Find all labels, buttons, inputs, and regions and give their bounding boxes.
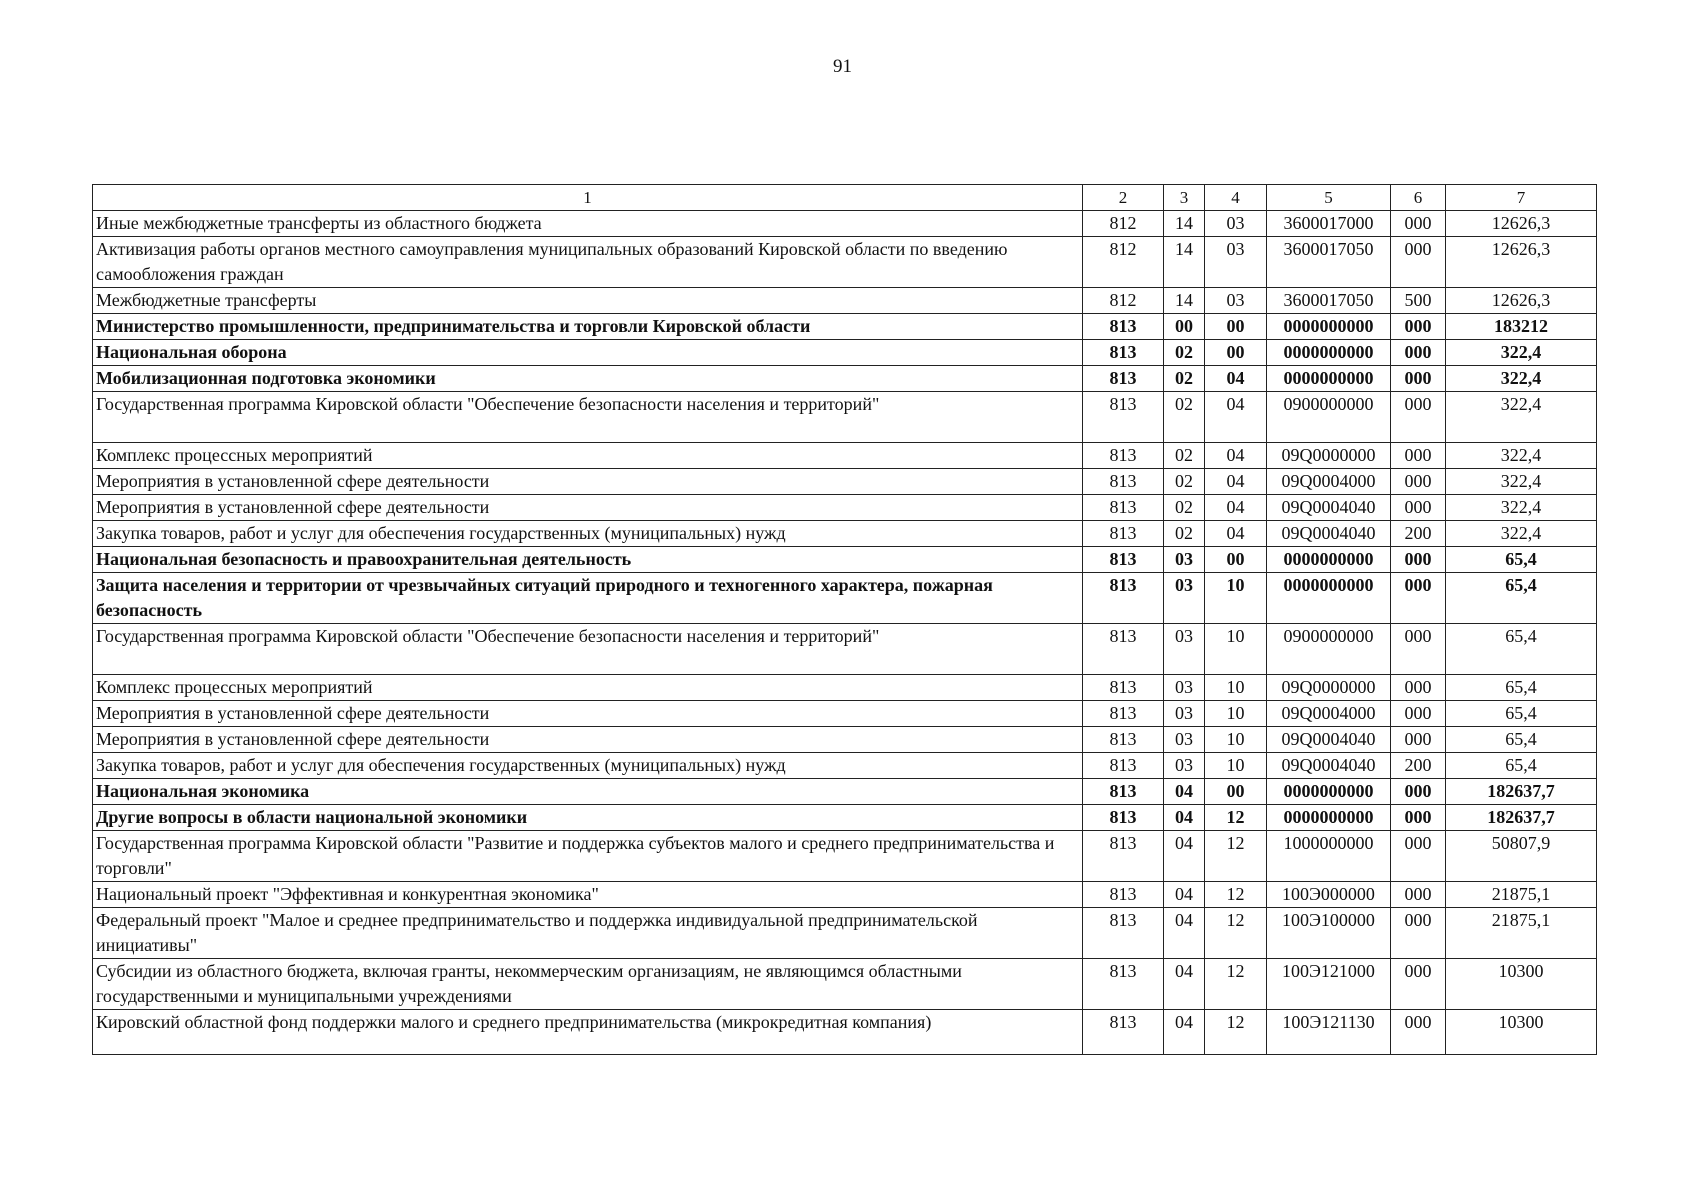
table-row: [93, 779, 1597, 805]
row-code-5-cell: 0000000000: [1267, 366, 1391, 392]
row-code-6-cell: 500: [1391, 288, 1446, 314]
row-name-cell: Мероприятия в установленной сфере деятельности: [93, 727, 1083, 753]
row-amount-cell: 10300: [1446, 959, 1597, 1010]
row-code-6-cell: 000: [1391, 547, 1446, 573]
row-amount-cell: 182637,7: [1446, 805, 1597, 831]
table-row: [93, 366, 1597, 392]
row-code-2-cell: 813: [1083, 340, 1164, 366]
row-name-cell: Мероприятия в установленной сфере деятельности: [93, 469, 1083, 495]
row-amount-cell: 183212: [1446, 314, 1597, 340]
row-code-2-cell: 813: [1083, 314, 1164, 340]
table-row: [93, 340, 1597, 366]
column-header-1: 1: [93, 185, 1083, 211]
row-code-2-cell: 813: [1083, 831, 1164, 882]
page-number: 91: [833, 56, 852, 77]
row-code-4-cell: 00: [1205, 779, 1267, 805]
row-code-5-cell: 09Q0004040: [1267, 727, 1391, 753]
row-code-5-cell: 09Q0000000: [1267, 675, 1391, 701]
row-code-5-cell: 09Q0004000: [1267, 469, 1391, 495]
table-row: [93, 831, 1597, 882]
row-code-3-cell: 02: [1164, 340, 1205, 366]
row-name-cell: Активизация работы органов местного самоуправления муниципальных образований Кировской области по введению самообложения граждан: [93, 237, 1083, 288]
row-code-4-cell: 12: [1205, 959, 1267, 1010]
table-row: [93, 237, 1597, 288]
row-code-4-cell: 10: [1205, 573, 1267, 624]
row-code-3-cell: 14: [1164, 237, 1205, 288]
row-amount-cell: 21875,1: [1446, 908, 1597, 959]
table-row: [93, 521, 1597, 547]
row-code-4-cell: 12: [1205, 831, 1267, 882]
row-code-5-cell: 0000000000: [1267, 779, 1391, 805]
row-name-cell: Государственная программа Кировской области "Обеспечение безопасности населения и территорий": [93, 392, 1083, 443]
table-row: [93, 547, 1597, 573]
row-code-2-cell: 813: [1083, 521, 1164, 547]
row-code-5-cell: 3600017050: [1267, 237, 1391, 288]
row-name-cell: Комплекс процессных мероприятий: [93, 443, 1083, 469]
row-name-cell: Национальная безопасность и правоохранительная деятельность: [93, 547, 1083, 573]
row-name-cell: Закупка товаров, работ и услуг для обеспечения государственных (муниципальных) нужд: [93, 753, 1083, 779]
table-row: [93, 908, 1597, 959]
row-amount-cell: 322,4: [1446, 340, 1597, 366]
table-row: [93, 753, 1597, 779]
row-code-2-cell: 813: [1083, 959, 1164, 1010]
table-row: [93, 701, 1597, 727]
row-code-5-cell: 3600017050: [1267, 288, 1391, 314]
row-code-5-cell: 1000000000: [1267, 831, 1391, 882]
row-code-2-cell: 812: [1083, 211, 1164, 237]
row-code-6-cell: 000: [1391, 624, 1446, 675]
row-code-6-cell: 000: [1391, 882, 1446, 908]
row-code-5-cell: 100Э100000: [1267, 908, 1391, 959]
row-code-3-cell: 04: [1164, 882, 1205, 908]
row-name-cell: Национальный проект "Эффективная и конкурентная экономика": [93, 882, 1083, 908]
row-code-6-cell: 000: [1391, 340, 1446, 366]
row-code-5-cell: 09Q0004040: [1267, 753, 1391, 779]
row-amount-cell: 12626,3: [1446, 237, 1597, 288]
row-code-4-cell: 04: [1205, 366, 1267, 392]
row-code-3-cell: 00: [1164, 314, 1205, 340]
row-code-6-cell: 000: [1391, 392, 1446, 443]
row-name-cell: Комплекс процессных мероприятий: [93, 675, 1083, 701]
row-code-3-cell: 14: [1164, 288, 1205, 314]
row-code-3-cell: 03: [1164, 701, 1205, 727]
row-code-3-cell: 02: [1164, 521, 1205, 547]
row-code-6-cell: 000: [1391, 701, 1446, 727]
row-code-6-cell: 000: [1391, 573, 1446, 624]
row-name-cell: Мероприятия в установленной сфере деятельности: [93, 701, 1083, 727]
row-code-6-cell: 000: [1391, 959, 1446, 1010]
row-name-cell: Межбюджетные трансферты: [93, 288, 1083, 314]
row-code-5-cell: 09Q0004040: [1267, 521, 1391, 547]
row-code-6-cell: 200: [1391, 521, 1446, 547]
table-row: [93, 805, 1597, 831]
row-name-cell: Мероприятия в установленной сфере деятельности: [93, 495, 1083, 521]
table-row: [93, 469, 1597, 495]
row-code-6-cell: 000: [1391, 908, 1446, 959]
table-row: [93, 288, 1597, 314]
row-code-6-cell: 000: [1391, 727, 1446, 753]
row-code-2-cell: 812: [1083, 237, 1164, 288]
table-row: [93, 1010, 1597, 1055]
row-code-3-cell: 03: [1164, 675, 1205, 701]
table-row: [93, 959, 1597, 1010]
row-name-cell: Федеральный проект "Малое и среднее предпринимательство и поддержка индивидуальной предпринимательской инициативы": [93, 908, 1083, 959]
row-code-6-cell: 000: [1391, 779, 1446, 805]
row-amount-cell: 65,4: [1446, 701, 1597, 727]
row-amount-cell: 322,4: [1446, 366, 1597, 392]
row-code-2-cell: 813: [1083, 624, 1164, 675]
row-code-2-cell: 812: [1083, 288, 1164, 314]
row-code-6-cell: 000: [1391, 469, 1446, 495]
row-amount-cell: 322,4: [1446, 392, 1597, 443]
column-header-6: 6: [1391, 185, 1446, 211]
row-code-3-cell: 14: [1164, 211, 1205, 237]
row-amount-cell: 182637,7: [1446, 779, 1597, 805]
row-code-3-cell: 03: [1164, 727, 1205, 753]
row-code-4-cell: 10: [1205, 624, 1267, 675]
table-row: [93, 392, 1597, 443]
row-amount-cell: 65,4: [1446, 573, 1597, 624]
row-code-3-cell: 04: [1164, 1010, 1205, 1055]
row-code-2-cell: 813: [1083, 882, 1164, 908]
row-code-4-cell: 12: [1205, 908, 1267, 959]
row-name-cell: Национальная оборона: [93, 340, 1083, 366]
row-code-2-cell: 813: [1083, 805, 1164, 831]
table-row: [93, 675, 1597, 701]
table-header-row: [93, 185, 1597, 211]
row-name-cell: Государственная программа Кировской области "Обеспечение безопасности населения и территорий": [93, 624, 1083, 675]
row-amount-cell: 21875,1: [1446, 882, 1597, 908]
row-amount-cell: 322,4: [1446, 469, 1597, 495]
row-code-3-cell: 03: [1164, 753, 1205, 779]
row-name-cell: Кировский областной фонд поддержки малого и среднего предпринимательства (микрокредитная компания): [93, 1010, 1083, 1055]
row-code-3-cell: 04: [1164, 805, 1205, 831]
row-code-3-cell: 04: [1164, 779, 1205, 805]
budget-table: [92, 184, 1597, 1055]
row-code-6-cell: 000: [1391, 831, 1446, 882]
row-code-2-cell: 813: [1083, 908, 1164, 959]
row-code-5-cell: 0000000000: [1267, 314, 1391, 340]
row-code-4-cell: 03: [1205, 237, 1267, 288]
row-code-6-cell: 000: [1391, 237, 1446, 288]
row-code-5-cell: 0000000000: [1267, 340, 1391, 366]
row-code-2-cell: 813: [1083, 495, 1164, 521]
column-header-7: 7: [1446, 185, 1597, 211]
row-code-6-cell: 000: [1391, 1010, 1446, 1055]
row-code-4-cell: 12: [1205, 1010, 1267, 1055]
row-code-2-cell: 813: [1083, 547, 1164, 573]
row-code-4-cell: 04: [1205, 469, 1267, 495]
row-code-5-cell: 100Э000000: [1267, 882, 1391, 908]
row-code-5-cell: 0900000000: [1267, 624, 1391, 675]
row-code-5-cell: 0000000000: [1267, 547, 1391, 573]
row-code-5-cell: 3600017000: [1267, 211, 1391, 237]
table-body: [93, 185, 1597, 1055]
row-code-6-cell: 000: [1391, 211, 1446, 237]
table-row: [93, 495, 1597, 521]
row-amount-cell: 65,4: [1446, 727, 1597, 753]
row-name-cell: Защита населения и территории от чрезвычайных ситуаций природного и техногенного характера, пожарная безопасность: [93, 573, 1083, 624]
table-row: [93, 443, 1597, 469]
row-amount-cell: 322,4: [1446, 495, 1597, 521]
row-code-6-cell: 200: [1391, 753, 1446, 779]
row-code-3-cell: 03: [1164, 573, 1205, 624]
row-code-3-cell: 04: [1164, 831, 1205, 882]
row-name-cell: Министерство промышленности, предпринимательства и торговли Кировской области: [93, 314, 1083, 340]
row-code-2-cell: 813: [1083, 573, 1164, 624]
row-code-4-cell: 03: [1205, 288, 1267, 314]
column-header-2: 2: [1083, 185, 1164, 211]
row-code-4-cell: 10: [1205, 701, 1267, 727]
column-header-4: 4: [1205, 185, 1267, 211]
row-name-cell: Мобилизационная подготовка экономики: [93, 366, 1083, 392]
row-amount-cell: 322,4: [1446, 443, 1597, 469]
row-code-2-cell: 813: [1083, 366, 1164, 392]
row-amount-cell: 50807,9: [1446, 831, 1597, 882]
row-code-2-cell: 813: [1083, 753, 1164, 779]
row-code-5-cell: 0000000000: [1267, 805, 1391, 831]
table-row: [93, 573, 1597, 624]
row-amount-cell: 65,4: [1446, 675, 1597, 701]
row-code-5-cell: 09Q0004040: [1267, 495, 1391, 521]
row-code-4-cell: 04: [1205, 443, 1267, 469]
row-amount-cell: 12626,3: [1446, 211, 1597, 237]
row-code-2-cell: 813: [1083, 392, 1164, 443]
table-row: [93, 314, 1597, 340]
row-name-cell: Закупка товаров, работ и услуг для обеспечения государственных (муниципальных) нужд: [93, 521, 1083, 547]
row-amount-cell: 322,4: [1446, 521, 1597, 547]
column-header-3: 3: [1164, 185, 1205, 211]
row-code-4-cell: 04: [1205, 495, 1267, 521]
column-header-5: 5: [1267, 185, 1391, 211]
row-code-4-cell: 12: [1205, 882, 1267, 908]
row-name-cell: Иные межбюджетные трансферты из областного бюджета: [93, 211, 1083, 237]
row-code-4-cell: 04: [1205, 392, 1267, 443]
row-amount-cell: 65,4: [1446, 547, 1597, 573]
row-code-5-cell: 100Э121130: [1267, 1010, 1391, 1055]
row-code-2-cell: 813: [1083, 1010, 1164, 1055]
row-code-4-cell: 10: [1205, 675, 1267, 701]
row-code-4-cell: 12: [1205, 805, 1267, 831]
row-code-3-cell: 02: [1164, 366, 1205, 392]
row-code-2-cell: 813: [1083, 701, 1164, 727]
row-code-4-cell: 04: [1205, 521, 1267, 547]
row-code-2-cell: 813: [1083, 727, 1164, 753]
row-code-3-cell: 03: [1164, 624, 1205, 675]
row-amount-cell: 10300: [1446, 1010, 1597, 1055]
row-code-3-cell: 02: [1164, 469, 1205, 495]
row-code-2-cell: 813: [1083, 469, 1164, 495]
row-code-3-cell: 04: [1164, 908, 1205, 959]
row-code-5-cell: 100Э121000: [1267, 959, 1391, 1010]
row-code-3-cell: 03: [1164, 547, 1205, 573]
row-code-4-cell: 00: [1205, 340, 1267, 366]
row-amount-cell: 65,4: [1446, 753, 1597, 779]
row-code-3-cell: 02: [1164, 443, 1205, 469]
table-row: [93, 211, 1597, 237]
row-code-4-cell: 10: [1205, 727, 1267, 753]
row-name-cell: Государственная программа Кировской области "Развитие и поддержка субъектов малого и среднего предпринимательства и торговли": [93, 831, 1083, 882]
table-row: [93, 882, 1597, 908]
row-code-6-cell: 000: [1391, 366, 1446, 392]
row-code-2-cell: 813: [1083, 779, 1164, 805]
row-code-3-cell: 04: [1164, 959, 1205, 1010]
row-name-cell: Субсидии из областного бюджета, включая гранты, некоммерческим организациям, не являющимся областными государственными и муниципальными учреждениями: [93, 959, 1083, 1010]
row-amount-cell: 65,4: [1446, 624, 1597, 675]
row-code-4-cell: 00: [1205, 314, 1267, 340]
table-row: [93, 624, 1597, 675]
row-code-5-cell: 0900000000: [1267, 392, 1391, 443]
row-code-4-cell: 00: [1205, 547, 1267, 573]
row-amount-cell: 12626,3: [1446, 288, 1597, 314]
row-code-6-cell: 000: [1391, 314, 1446, 340]
row-code-2-cell: 813: [1083, 675, 1164, 701]
row-code-6-cell: 000: [1391, 495, 1446, 521]
table-row: [93, 727, 1597, 753]
row-code-3-cell: 02: [1164, 392, 1205, 443]
row-code-5-cell: 09Q0000000: [1267, 443, 1391, 469]
row-code-4-cell: 10: [1205, 753, 1267, 779]
row-code-2-cell: 813: [1083, 443, 1164, 469]
row-name-cell: Другие вопросы в области национальной экономики: [93, 805, 1083, 831]
row-code-4-cell: 03: [1205, 211, 1267, 237]
row-code-6-cell: 000: [1391, 443, 1446, 469]
row-code-5-cell: 09Q0004000: [1267, 701, 1391, 727]
row-code-3-cell: 02: [1164, 495, 1205, 521]
row-code-5-cell: 0000000000: [1267, 573, 1391, 624]
row-code-6-cell: 000: [1391, 675, 1446, 701]
row-code-6-cell: 000: [1391, 805, 1446, 831]
row-name-cell: Национальная экономика: [93, 779, 1083, 805]
